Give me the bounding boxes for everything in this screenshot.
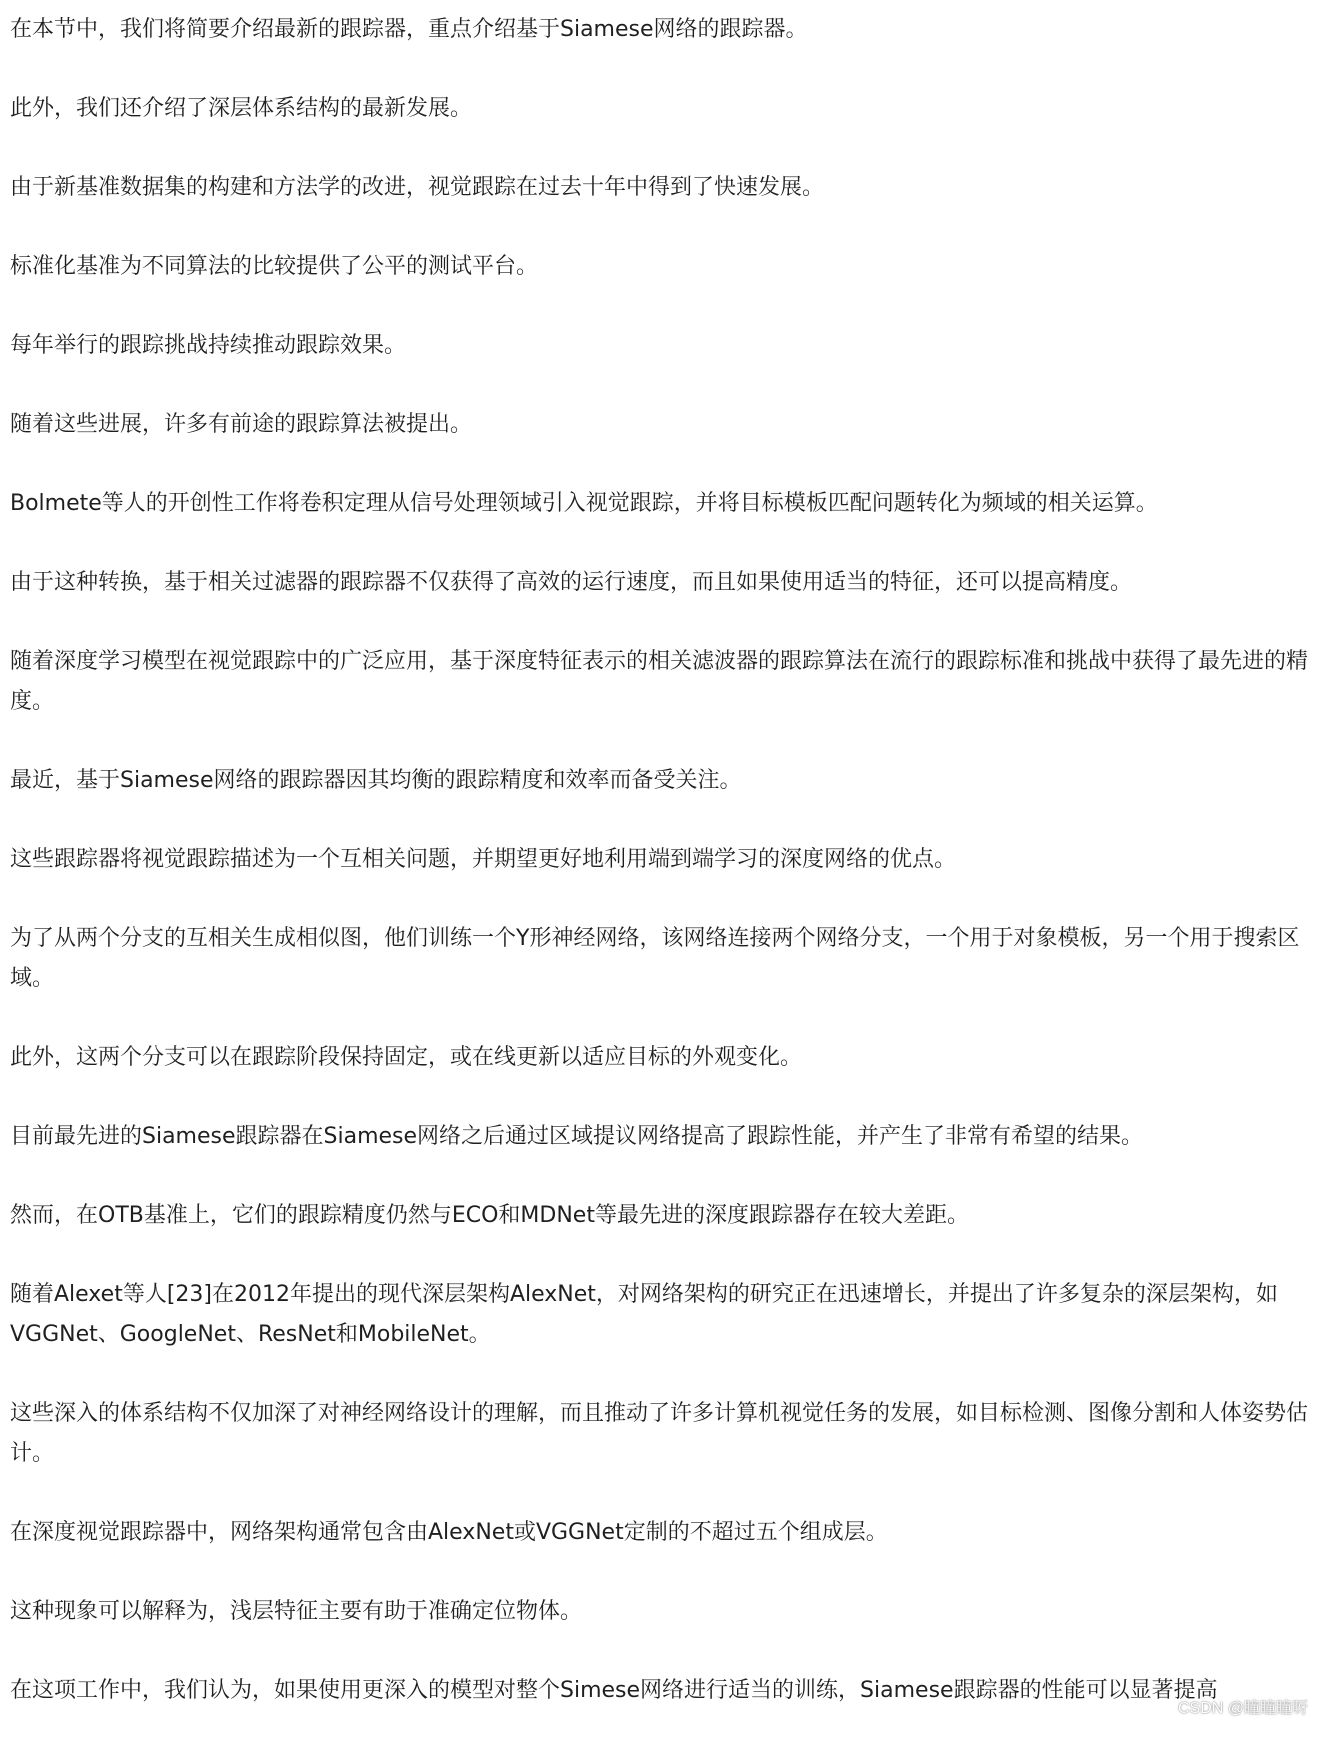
paragraph: 这种现象可以解释为，浅层特征主要有助于准确定位物体。 — [10, 1599, 583, 1624]
paragraph: 随着Alexet等人[23]在2012年提出的现代深层架构AlexNet，对网络架构的研究正在迅速增长，并提出了许多复杂的深层架构，如VGGNet、GoogleNet、ResNet和MobileNet。 — [10, 1282, 1278, 1347]
paragraph: 每年举行的跟踪挑战持续推动跟踪效果。 — [10, 333, 407, 358]
paragraph: 为了从两个分支的互相关生成相似图，他们训练一个Y形神经网络，该网络连接两个网络分支，一个用于对象模板，另一个用于搜索区域。 — [10, 926, 1300, 991]
paragraph: 这些深入的体系结构不仅加深了对神经网络设计的理解，而且推动了许多计算机视觉任务的发展，如目标检测、图像分割和人体姿势估计。 — [10, 1401, 1309, 1466]
paragraph: 由于这种转换，基于相关过滤器的跟踪器不仅获得了高效的运行速度，而且如果使用适当的特征，还可以提高精度。 — [10, 570, 1133, 595]
paragraph: 在这项工作中，我们认为，如果使用更深入的模型对整个Simese网络进行适当的训练，Siamese跟踪器的性能可以显著提高 — [10, 1678, 1218, 1703]
watermark: CSDN @瞳瞳瞳呀 — [1177, 1700, 1308, 1717]
paragraph: 此外，这两个分支可以在跟踪阶段保持固定，或在线更新以适应目标的外观变化。 — [10, 1045, 803, 1070]
paragraph: 此外，我们还介绍了深层体系结构的最新发展。 — [10, 96, 473, 121]
paragraph: 目前最先进的Siamese跟踪器在Siamese网络之后通过区域提议网络提高了跟踪性能，并产生了非常有希望的结果。 — [10, 1124, 1144, 1149]
paragraph: 最近，基于Siamese网络的跟踪器因其均衡的跟踪精度和效率而备受关注。 — [10, 768, 742, 793]
paragraph: 随着深度学习模型在视觉跟踪中的广泛应用，基于深度特征表示的相关滤波器的跟踪算法在流行的跟踪标准和挑战中获得了最先进的精度。 — [10, 649, 1309, 714]
paragraph: 随着这些进展，许多有前途的跟踪算法被提出。 — [10, 412, 473, 437]
article-body — [10, 10, 1310, 1750]
paragraph: 在本节中，我们将简要介绍最新的跟踪器，重点介绍基于Siamese网络的跟踪器。 — [10, 17, 808, 42]
paragraph: 在深度视觉跟踪器中，网络架构通常包含由AlexNet或VGGNet定制的不超过五个组成层。 — [10, 1520, 888, 1545]
paragraph: 标准化基准为不同算法的比较提供了公平的测试平台。 — [10, 254, 539, 279]
paragraph: 这些跟踪器将视觉跟踪描述为一个互相关问题，并期望更好地利用端到端学习的深度网络的优点。 — [10, 847, 957, 872]
paragraph: 然而，在OTB基准上，它们的跟踪精度仍然与ECO和MDNet等最先进的深度跟踪器存在较大差距。 — [10, 1203, 969, 1228]
paragraph: 由于新基准数据集的构建和方法学的改进，视觉跟踪在过去十年中得到了快速发展。 — [10, 175, 825, 200]
paragraph: Bolmete等人的开创性工作将卷积定理从信号处理领域引入视觉跟踪，并将目标模板匹配问题转化为频域的相关运算。 — [10, 491, 1158, 516]
